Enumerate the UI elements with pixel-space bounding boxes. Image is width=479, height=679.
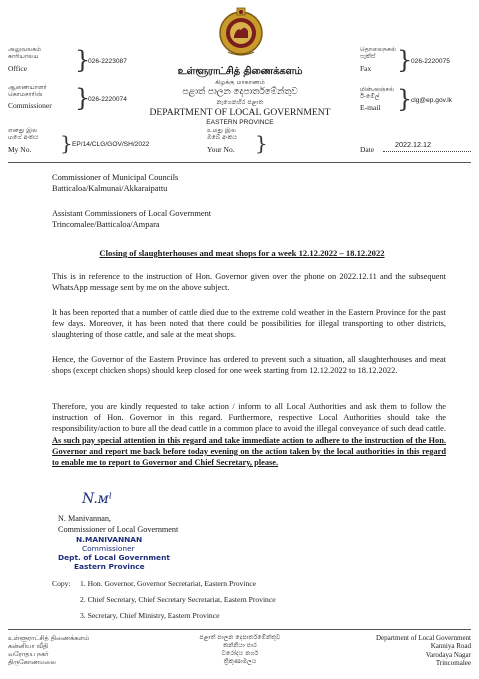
paragraph-2: It has been reported that a number of cattle died due to the extreme cold weather in the Eastern Province for the past few days. Moreover, it has been noted that there could be possibilities for illegal transporting to other districts, slaughtering of those cattle, and sale at the meat shops. (52, 308, 446, 340)
footer-tamil-line3: வரோதய நகர் (8, 650, 49, 658)
email-brace: } (397, 85, 413, 113)
date-value: 2022.12.12 (395, 140, 431, 149)
stamp-name: N.MANIVANNAN (76, 535, 143, 544)
stamp-role: Commissioner (82, 544, 135, 553)
tamil-dept-title: உள்ளூராட்சித் திணைக்களம் (177, 66, 303, 77)
header-divider (8, 162, 471, 163)
commissioner-phone: 026-2220074 (88, 96, 127, 103)
footer-english-line4: Trincomalee (435, 659, 471, 668)
office-brace: } (75, 46, 91, 74)
email-local-label: மின்அஞ்சல் ඊ-මේල් (360, 86, 395, 100)
myno-value: EP/14/CLG/GOV/SH/2022 (72, 141, 150, 148)
english-province: EASTERN PROVINCE (206, 119, 274, 126)
footer-tamil-line1: உள்ளூராட்சித் திணைக்களம் (8, 634, 90, 642)
footer-sinhala-line4: ත්‍රිකුණාමලය (223, 658, 257, 665)
myno-brace: } (60, 131, 73, 155)
footer-tamil-line4: திருகோணமலை (8, 658, 56, 666)
paragraph-4-normal: Therefore, you are kindly requested to take action / inform to all Local Authorities and ask them to follow the instruction of Hon. Governor in this regard. Furthermore, respective Local Authorities should take the responsibility/action to bure all the dead cattle in a common place to avoid the illegal conveyance of such dead cattle. (52, 402, 446, 434)
paragraph-3: Hence, the Governor of the Eastern Province has ordered to prevent such a situation, all slaughterhouses and meat shops (except chicken shops) should keep closed for one week starting from 12.12.2022 to 18.12.2022. (52, 355, 446, 376)
yourno-local-label: உமது இல ඔබේ අංකය (207, 127, 238, 141)
footer-tamil-line2: கன்னியா வீதி (8, 642, 49, 650)
subject-heading: Closing of slaughterhouses and meat shops for a week 12.12.2022 – 18.12.2022 (99, 248, 385, 258)
copy-label: Copy: (52, 579, 71, 588)
sinhala-province: නැගෙනහිර පළාත (216, 99, 264, 106)
addressee-2-line2: Trincomalee/Batticaloa/Ampara (52, 220, 160, 229)
yourno-label: Your No. (207, 145, 235, 154)
signature-scribble: N.ᴍˡ (82, 491, 113, 507)
email-value: clg@ep.gov.lk (411, 97, 453, 104)
fax-label: Fax (360, 64, 372, 73)
footer-sinhala-line2: කන්නියා පාර (223, 642, 257, 649)
footer-english-line2: Kanniya Road (430, 642, 471, 651)
email-label: E-mail (360, 103, 381, 112)
copy-item-2: 2. Chief Secretary, Chief Secretary Secretariat, Eastern Province (80, 595, 276, 604)
myno-label: My No. (8, 145, 32, 154)
tamil-province: கிழக்கு மாகாணம் (215, 79, 265, 86)
footer-english-line1: Department of Local Government (375, 634, 471, 642)
fax-value: 026-2220075 (411, 58, 450, 65)
yourno-brace: } (255, 131, 268, 155)
paragraph-4-emphasis: As such pay special attention in this regard and take immediate action to adhere to the instruction of the Hon. Governor and report me back before today evening on the action taken by the local authorities in this regard to enable me to report to Governor and Chief Secretary, please. (52, 435, 446, 468)
footer-sinhala-line3: වරෝදය නගර් (221, 650, 259, 657)
fax-brace: } (397, 46, 413, 74)
copy-item-3: 3. Secretary, Chief Ministry, Eastern Province (80, 611, 220, 620)
footer-tamil (8, 634, 89, 666)
date-underline (383, 151, 471, 152)
sinhala-dept-title: පළාත් පාලන දෙපාර්තමේන්තුව (182, 87, 298, 97)
office-phone: 026-2223087 (88, 58, 127, 65)
stamp-province: Eastern Province (74, 562, 145, 571)
copy-item-1: 1. Hon. Governor, Governor Secretariat, Eastern Province (80, 579, 256, 588)
commissioner-local-label: ஆணையாளர் கொமசாரிஸ் (8, 84, 47, 98)
footer-english (340, 634, 471, 668)
addressee-1-line1: Commissioner of Municipal Councils (52, 173, 179, 182)
date-label: Date (360, 145, 375, 154)
office-label: Office (8, 64, 28, 73)
english-dept-title: DEPARTMENT OF LOCAL GOVERNMENT (149, 107, 331, 118)
paragraph-1: This is in reference to the instruction of Hon. Governor given over the phone on 2022.12.11 and the subsequent WhatsApp message sent by me on the above subject. (52, 272, 446, 293)
footer-english-line3: Varodaya Nagar (425, 650, 471, 659)
addressee-2-line1: Assistant Commissioners of Local Government (52, 209, 212, 218)
footer-sinhala (170, 634, 310, 666)
footer-divider (8, 629, 471, 630)
sri-lanka-emblem-icon (218, 6, 264, 60)
addressee-1-line2: Batticaloa/Kalmunai/Akkaraipattu (52, 184, 168, 193)
fax-local-label: தொலைநகல் ෆැක්ස් (360, 46, 397, 60)
stamp-dept: Dept. of Local Government (58, 553, 170, 562)
signatory-name: N. Manivannan, (58, 514, 111, 523)
myno-local-label: எனது இல மගේ අංකය (8, 127, 39, 141)
paragraph-4 (52, 401, 446, 468)
office-local-label: அலுவலகம் காரியாலய (8, 46, 42, 60)
commissioner-label: Commissioner (8, 101, 52, 110)
signatory-title: Commissioner of Local Government (58, 525, 179, 534)
footer-sinhala-line1: පළාත් පාලන දෙපාර්තමේන්තුව (199, 634, 281, 641)
commissioner-brace: } (75, 84, 91, 112)
